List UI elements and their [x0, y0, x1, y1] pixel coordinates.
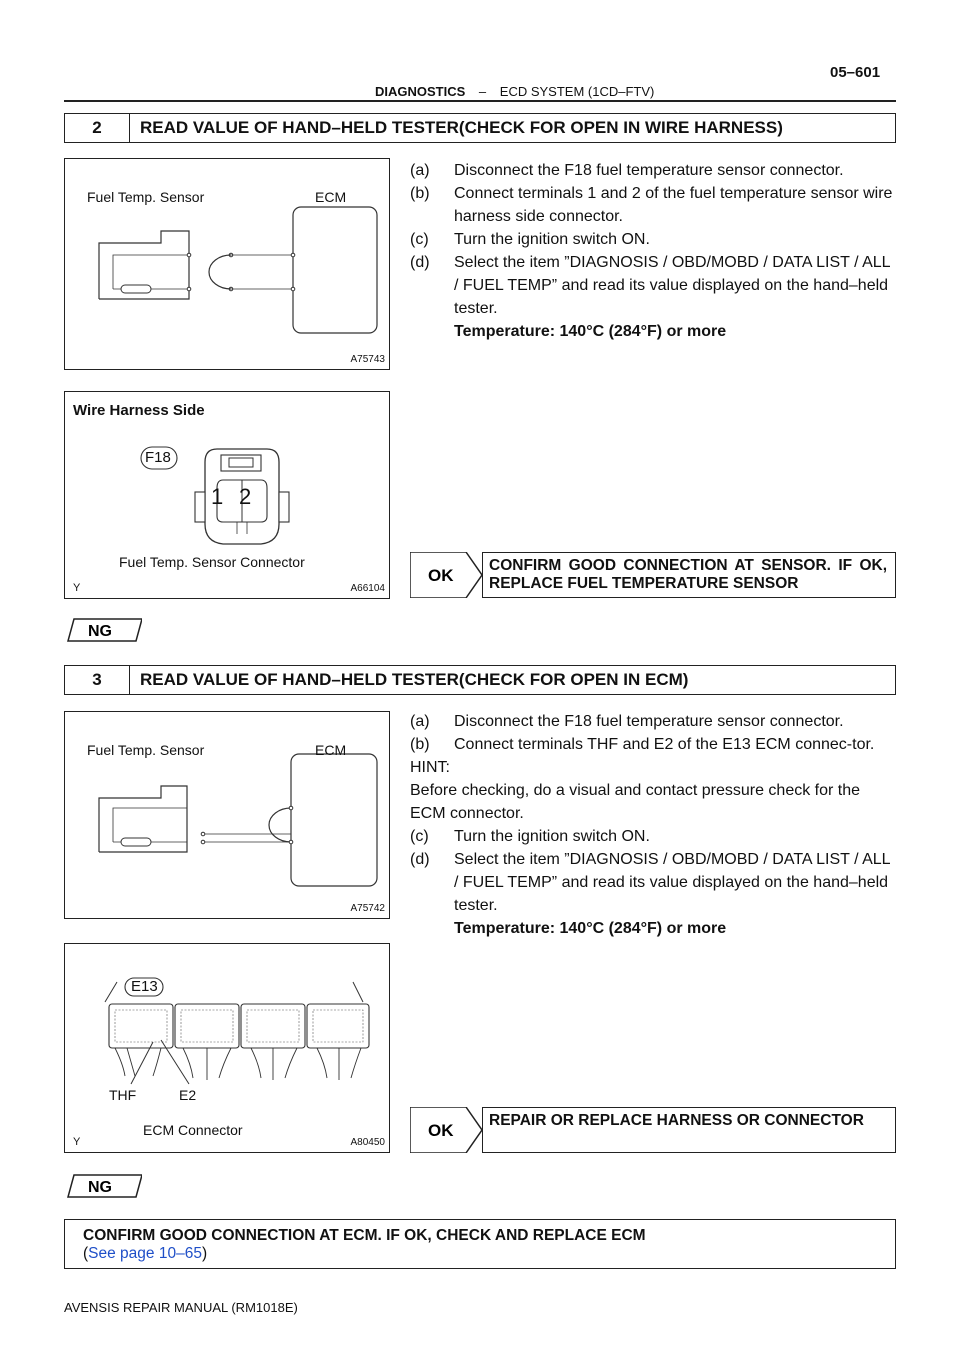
- header-rule: [64, 100, 896, 102]
- step-3-heading: [64, 665, 896, 695]
- label-e2: E2: [179, 1087, 197, 1103]
- ok-arrow-tag: [410, 552, 482, 598]
- instruction-a: (a) Disconnect the F18 fuel temperature sensor connector.: [410, 713, 844, 730]
- step-3-title: READ VALUE OF HAND–HELD TESTER(CHECK FOR OPEN IN ECM): [140, 670, 689, 689]
- label-f18: F18: [145, 449, 171, 466]
- instruction-a: (a) Disconnect the F18 fuel temperature sensor connector.: [410, 162, 844, 179]
- manual-footer: AVENSIS REPAIR MANUAL (RM1018E): [64, 1300, 298, 1315]
- ok-result-box: REPAIR OR REPLACE HARNESS OR CONNECTOR: [482, 1107, 896, 1153]
- step-3-number: 3: [65, 666, 130, 694]
- figure-sensor-ecm-circuit-1: [64, 158, 390, 370]
- specification: Temperature: 140°C (284°F) or more: [454, 323, 727, 340]
- pin-2: 2: [239, 484, 252, 509]
- figure-mark: Y: [73, 582, 81, 594]
- figure-code: A75743: [350, 354, 385, 365]
- running-header: [375, 84, 654, 99]
- ok-arrow-tag: [410, 1107, 482, 1153]
- label-ecm: ECM: [315, 189, 347, 205]
- header-section: DIAGNOSTICS: [375, 84, 466, 99]
- instruction-b: (b) Connect terminals 1 and 2 of the fuel temperature sensor wire harness side connector.: [410, 185, 893, 225]
- specification: Temperature: 140°C (284°F) or more: [454, 920, 727, 937]
- instruction-c: (c) Turn the ignition switch ON.: [410, 231, 650, 248]
- figure-sensor-connector: [64, 391, 390, 599]
- see-page-link[interactable]: See page 10–65: [88, 1245, 202, 1262]
- page-number: 05–601: [830, 64, 881, 81]
- instruction-d: (d) Select the item ”DIAGNOSIS / OBD/MOBD / DATA LIST / ALL / FUEL TEMP” and read its value displayed on the hand–held tester.: [410, 851, 890, 914]
- label-e13: E13: [131, 978, 158, 995]
- ng-label: NG: [88, 1179, 112, 1196]
- step-2-number: 2: [65, 114, 130, 142]
- hint-label: HINT:: [410, 759, 450, 776]
- label-fuel-temp-sensor: Fuel Temp. Sensor: [87, 742, 205, 758]
- ng-tab: [66, 1174, 142, 1198]
- step-2-instructions: [410, 159, 896, 343]
- figure-code: A66104: [350, 583, 385, 594]
- figure-sensor-ecm-circuit-2: [64, 711, 390, 919]
- final-reference: (See page 10–65): [83, 1245, 208, 1262]
- ng-tab: [66, 618, 142, 642]
- step-2-title: READ VALUE OF HAND–HELD TESTER(CHECK FOR OPEN IN WIRE HARNESS): [140, 118, 783, 137]
- label-ecm: ECM: [315, 742, 347, 758]
- label-ecm-connector: ECM Connector: [143, 1122, 243, 1138]
- ok-label: OK: [428, 566, 454, 585]
- final-action-box: [64, 1219, 896, 1269]
- figure-ecm-connector: [64, 943, 390, 1153]
- step-3-instructions: [410, 710, 896, 940]
- label-wire-harness-side: Wire Harness Side: [73, 402, 205, 419]
- header-subsection: ECD SYSTEM (1CD–FTV): [499, 84, 655, 99]
- figure-code: A80450: [350, 1137, 385, 1148]
- instruction-b: (b) Connect terminals THF and E2 of the E13 ECM connec-tor.: [410, 736, 875, 753]
- ng-label: NG: [88, 623, 112, 640]
- label-fuel-temp-sensor-connector: Fuel Temp. Sensor Connector: [119, 554, 305, 570]
- hint-text: Before checking, do a visual and contact pressure check for the ECM connector.: [410, 782, 861, 822]
- instruction-c: (c) Turn the ignition switch ON.: [410, 828, 650, 845]
- label-thf: THF: [109, 1087, 137, 1103]
- figure-code: A75742: [350, 903, 385, 914]
- final-action-text: CONFIRM GOOD CONNECTION AT ECM. IF OK, CHECK AND REPLACE ECM: [83, 1227, 646, 1244]
- step-2-heading: [64, 113, 896, 143]
- pin-1: 1: [211, 484, 224, 509]
- header-separator: –: [478, 84, 487, 99]
- instruction-d: (d) Select the item ”DIAGNOSIS / OBD/MOBD / DATA LIST / ALL / FUEL TEMP” and read its value displayed on the hand–held tester.: [410, 254, 890, 317]
- figure-mark: Y: [73, 1136, 81, 1148]
- ok-label: OK: [428, 1121, 454, 1140]
- label-fuel-temp-sensor: Fuel Temp. Sensor: [87, 189, 205, 205]
- ok-result-box: CONFIRM GOOD CONNECTION AT SENSOR. IF OK, REPLACE FUEL TEMPERATURE SENSOR: [482, 552, 896, 598]
